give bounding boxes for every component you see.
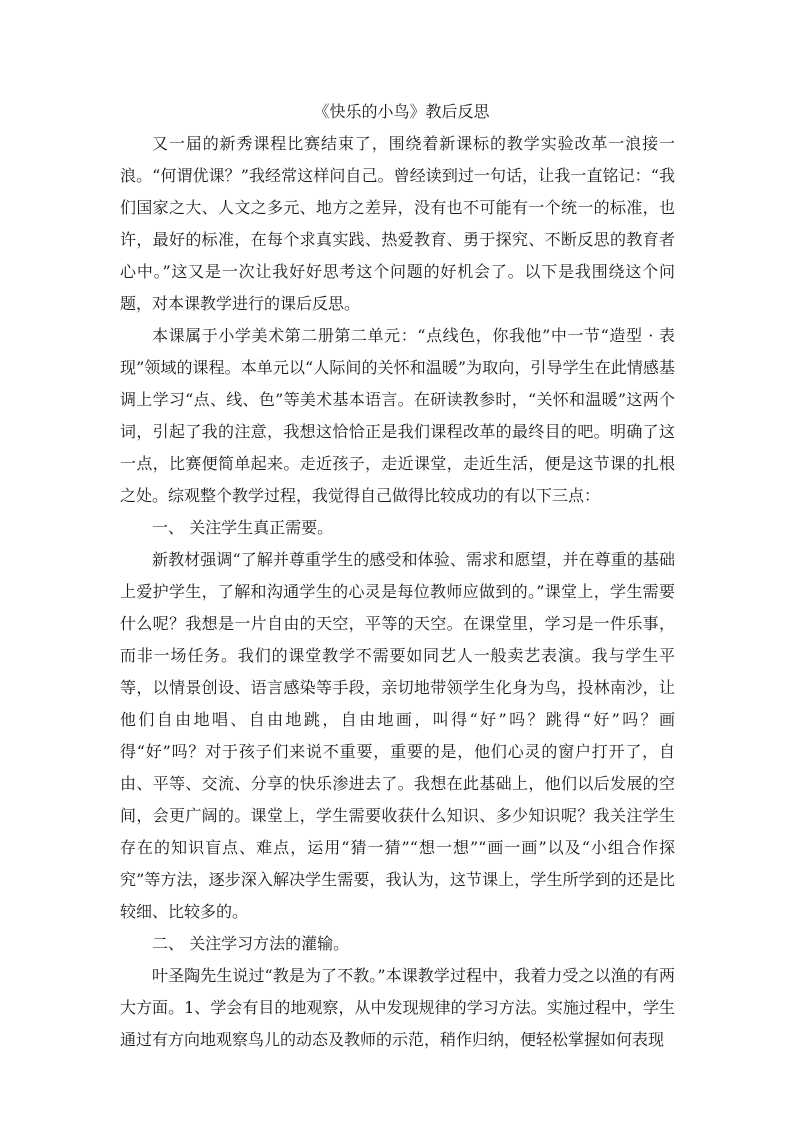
course-overview-paragraph: 本课属于小学美术第二册第二单元：“点线色，你我他”中一节“造型 · 表现”领域的课程。本单元以“人际间的关怀和温暖”为取向，引导学生在此情感基调上学习“点、线、色”等美术基本语言。在研读教参时，“关怀和温暖”这两个词，引起了我的注意，我想这恰恰正是我们课程改革的最终目的吧。明确了这一点，比赛便简单起来。走近孩子，走近课堂，走近生活，便是这节课的扎根之处。综观整个教学过程，我觉得自己做得比较成功的有以下三点： xyxy=(120,326,675,505)
section-heading-2: 二、 关注学习方法的灌输。 xyxy=(152,934,350,953)
section-heading-1: 一、 关注学生真正需要。 xyxy=(152,518,334,537)
document-title: 《快乐的小鸟》教后反思 xyxy=(313,102,490,121)
intro-paragraph: 又一届的新秀课程比赛结束了，围绕着新课标的教学实验改革一浪接一浪。“何谓优课？”我经常这样问自己。曾经读到过一句话，让我一直铭记：“我们国家之大、人文之多元、地方之差异，没有也不可能有一个统一的标准，也许，最好的标准，在每个求真实践、热爱教育、勇于探究、不断反思的教育者心中。”这又是一次让我好好思考这个问题的好机会了。以下是我围绕这个问题，对本课教学进行的课后反思。 xyxy=(120,134,675,313)
section-paragraph-1: 新教材强调“了解并尊重学生的感受和体验、需求和愿望，并在尊重的基础上爱护学生，了解和沟通学生的心灵是每位教师应做到的。”课堂上，学生需要什么呢？我想是一片自由的天空，平等的天空。在课堂里，学习是一件乐事，而非一场任务。我们的课堂教学不需要如同艺人一般卖艺表演。我与学生平等，以情景创设、语言感染等手段，亲切地带领学生化身为鸟，投林南沙，让他们自由地唱、自由地跳，自由地画，叫得“好”吗？跳得“好”吗？画得“好”吗？对于孩子们来说不重要，重要的是，他们心灵的窗户打开了，自由、平等、交流、分享的快乐渗进去了。我想在此基础上，他们以后发展的空间，会更广阔的。课堂上，学生需要收获什么知识、多少知识呢？我关注学生存在的知识盲点、难点，运用“猜一猜”“想一想”“画一画”以及“小组合作探究”等方法，逐步深入解决学生需要，我认为，这节课上，学生所学到的还是比较细、比较多的。 xyxy=(120,550,675,921)
document-body xyxy=(120,96,675,1056)
section-paragraph-2: 叶圣陶先生说过“教是为了不教。”本课教学过程中，我着力受之以渔的有两大方面。1、学会有目的地观察，从中发现规律的学习方法。实施过程中，学生通过有方向地观察鸟儿的动态及教师的示范，稍作归纳，便轻松掌握如何表现 xyxy=(120,966,675,1049)
